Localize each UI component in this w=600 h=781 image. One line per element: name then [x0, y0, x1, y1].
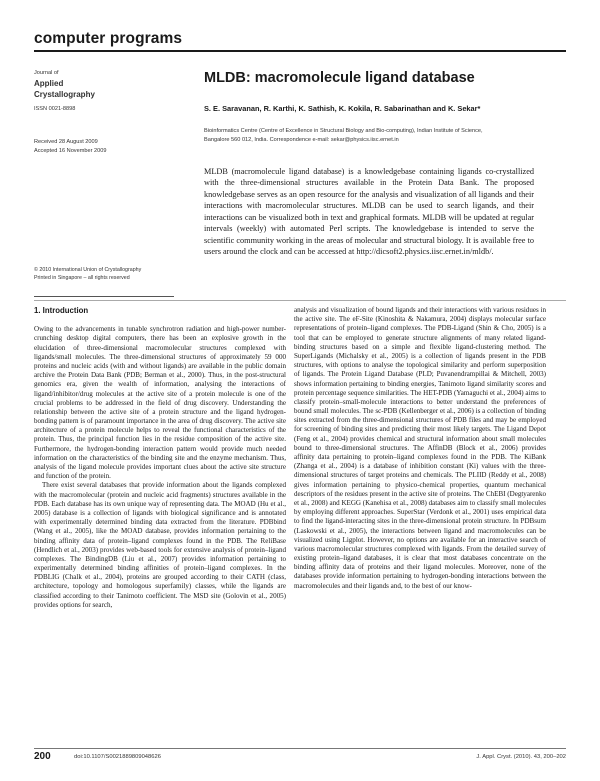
body-rule	[34, 300, 566, 301]
paragraph: There exist several databases that provide information about the ligands complexed with the macromolecular (protein and nucleic acid fragments) structures available in the PDB. Each database has its own unique way of representing data. The MOAD (Hu et al., 2005) database is a collection of ligands with biological significance and is annotated with experimentally determined binding data extracted from the literature. PDBbind (Wang et al., 2005), like the MOAD database, provides information pertaining to the binding affinity data of protein–ligand complexes found in the PDB. The ReliBase (Hendlich et al., 2003) provides web-based tools for extensive analysis of protein–ligand complexes. The BindingDB (Liu et al., 2007) provides information pertaining to experimentally determined binding affinities of protein–ligand complexes. In the PDBLIG (Chalk et al., 2004), proteins are grouped according to their CATH (class, architecture, topology and homologous superfamily) classes, while the ligands are classified according to their Tanimoto coefficient. The MSD site (Golovin et al., 2005) provides options for search,	[34, 481, 286, 609]
paragraph: analysis and visualization of bound ligands and their interactions with various residues in the active site. The eF-Site (Kinoshita & Nakamura, 2004) displays molecular surface representations of protein–ligand complexes. The PDB-Ligand (Shin & Cho, 2005) is a tool that can be employed to generate structure alignments of many related ligand-binding structures based on a simple and flexible ligand-clustering method. The SuperLigands (Michalsky et al., 2005) is a collection of ligands present in the PDB structures, with options to analyse the topological similarity and perform superposition of ligands. The Protein Ligand Database (PLD; Puvanendrampillai & Mitchell, 2003) shows information pertaining to binding energies, Tanimoto ligand similarity scores and protein percentage sequence similarities. The HET-PDB (Yamaguchi et al., 2004) aims to classify protein–small-molecule interactions to better understand the preferences of bound small molecules. The sc-PDB (Kellenberger et al., 2006) is a collection of binding sites extracted from the three-dimensional structures of PDB files and may be employed for screening of binding sites and predicting their most likely targets. The Ligand Depot (Feng et al., 2004) provides chemical and structural information about small molecules bound to three-dimensional structures. The AffinDB (Block et al., 2006) provides affinity data pertaining to protein–ligand complexes found in the PDB. The KiBank (Zhanga et al., 2004) is a database of inhibition constant (Ki) values with the three-dimensional structures of target proteins and chemicals. The PLIID (Reddy et al., 2008) gives information pertaining to physico-chemical properties, quantum mechanical descriptors of the residues present in the active site of proteins. The ChEBI (Degtyarenko et al., 2008) and KEGG (Kanehisa et al., 2008) databases aim to classify small molecules by employing different approaches. SuperStar (Verdonk et al., 2001) uses empirical data to find the ligand-interacting sites in the three-dimensional protein structure. In PDBsum (Laskowski et al., 2005), the interactions between ligand and macromolecules can be visualized using Ligplot. However, no options are available for an interactive search of various macromolecular structures complexed with ligands. From the detailed survey of existing protein–ligand databases, it is clear that most databases concentrate on the binding affinity data of proteins and their ligand molecules. Moreover, none of the databases provide information pertaining to hydrogen-bonding interactions between the macromolecules and their ligands and, to the best of our know-	[294, 306, 546, 590]
sidebar-rule	[34, 296, 174, 297]
article-dates	[34, 138, 106, 156]
journal-info	[34, 70, 184, 113]
copyright-line2: Printed in Singapore – all rights reserved	[34, 275, 130, 281]
body-column-left	[34, 306, 286, 610]
accepted-date: Accepted 16 November 2009	[34, 148, 107, 154]
article-authors: S. E. Saravanan, R. Karthi, K. Sathish, K. Kokila, R. Sabarinathan and K. Sekar*	[204, 104, 481, 113]
affiliation-line2: Bangalore 560 012, India. Correspondence e-mail: sekar@physics.iisc.ernet.in	[204, 136, 399, 143]
article-affiliation	[204, 127, 566, 144]
section-header: computer programs	[34, 30, 183, 47]
section-title-introduction: 1. Introduction	[34, 306, 89, 315]
abstract: MLDB (macromolecule ligand database) is a knowledgebase containing ligands co-crystallized with the three-dimensional structures available in the Protein Data Bank. The proposed knowledgebase serves as an open resource for the analysis and visualization of all ligands and their interactions with macromolecular structures. MLDB can be used to search ligands, and their interactions can be visualized both in text and graphical formats. MLDB will be updated at regular intervals (weekly) with automated Perl scripts. The knowledgebase is intended to serve the scientific community working in the areas of molecular and structural biology. It is available free to users around the clock and can be accessed at http://dicsoft2.physics.iisc.ernet.in/mldb/.	[204, 167, 534, 257]
received-date: Received 28 August 2009	[34, 139, 98, 145]
journal-name-line1: Applied	[34, 78, 64, 88]
affiliation-line1: Bioinformatics Centre (Centre of Excellence in Structural Biology and Bio-computing), Indian Institute of Science,	[204, 128, 483, 134]
paragraph: Owing to the advancements in tunable synchrotron radiation and high-power number-crunching desktop digital computers, there has been an explosive growth in the elucidation of three-dimensional macromolecular structures complexed with ligands/small molecules. The three-dimensional structures of approximately 59 000 proteins and nucleic acids (with and without ligands) are available in the public domain archive the Protein Data Bank (PDB; Berman et al., 2000). Thus, in the post-structural genomics era, given the wealth of information, analysing the interactions of ligand/inhibitor/drug molecules at the active site of a protein molecule is one of the crucial problems to be addressed in the field of drug discovery. Understanding the relationship between the active site of a protein structure and the ligand hydrogen-bonding pattern is of paramount importance in the area of drug discovery. The active site architecture of a protein molecule helps to reveal the functional characteristics of the protein. Thus, the principal function lies in the residue composition of the active site. Furthermore, the hydrogen-bonding interaction pattern would provide much needed information on the characteristics of the binding site and the enzyme mechanism. Thus, analysis of the ligand molecule provides important clues about the active site structure and function of the protein.	[34, 325, 286, 481]
issn: ISSN 0021-8898	[34, 105, 76, 112]
copyright-notice	[34, 266, 141, 282]
header-rule	[34, 50, 566, 52]
footer-rule	[34, 748, 566, 749]
journal-label: Journal of	[34, 70, 59, 76]
journal-citation: J. Appl. Cryst. (2010). 43, 200–202	[476, 754, 566, 760]
copyright-line1: © 2010 International Union of Crystallography	[34, 267, 142, 273]
doi: doi:10.1107/S0021889809048626	[74, 754, 161, 760]
article-title: MLDB: macromolecule ligand database	[204, 70, 475, 86]
journal-name-line2: Crystallography	[34, 89, 95, 99]
body-column-right	[294, 306, 546, 591]
page-number: 200	[34, 751, 51, 762]
